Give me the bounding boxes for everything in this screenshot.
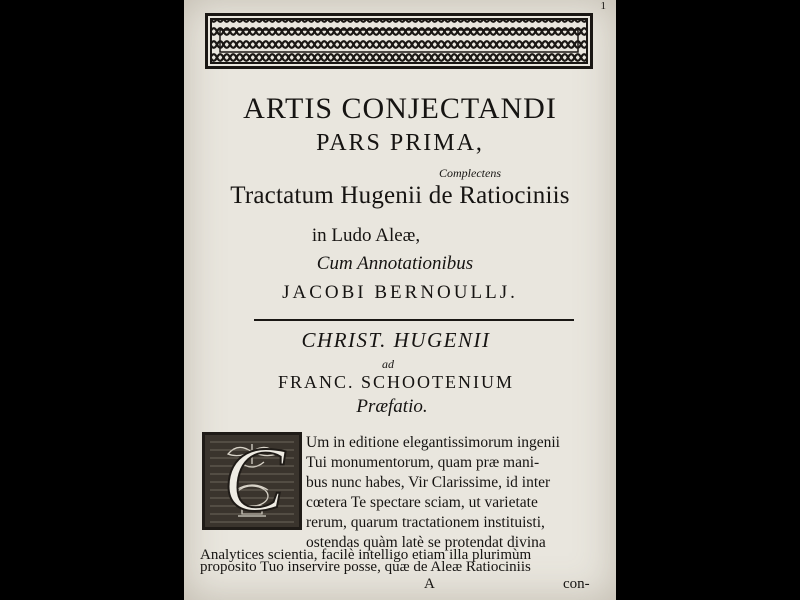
author-name: JACOBI BERNOULLJ.	[282, 282, 518, 303]
preface-author: CHRIST. HUGENII	[301, 328, 491, 352]
subtitle-cum-annotationibus: Cum Annotationibus	[316, 253, 474, 274]
subtitle-in-ludo: in Ludo Aleæ,	[311, 225, 421, 246]
body-line-1: Um in editione elegantissimorum ingenii	[306, 434, 560, 451]
body-line-3: bus nunc habes, Vir Clarissime, id inter	[306, 474, 551, 491]
title-line-2: PARS PRIMA,	[316, 130, 484, 156]
preface-ad: ad	[382, 357, 394, 371]
body-line-4: cœtera Te spectare sciam, ut varietate	[306, 494, 538, 511]
body-line-6: ostendas quàm latè se protendat divina	[306, 534, 546, 551]
drop-cap-illustration	[202, 432, 302, 530]
book-page	[184, 0, 616, 600]
preface-heading: Præfatio.	[356, 396, 428, 417]
subtitle-complectens: Complectens	[439, 166, 501, 180]
title-line-1: ARTIS CONJECTANDI	[243, 92, 557, 125]
preface-recipient: FRANC. SCHOOTENIUM	[277, 372, 515, 392]
drop-cap-letter: C	[223, 432, 285, 530]
decorative-header-band	[204, 12, 594, 70]
body-line-5: rerum, quarum tractationem instituisti,	[306, 514, 545, 531]
subtitle-tractatum: Tractatum Hugenii de Ratiociniis	[230, 182, 570, 209]
horizontal-divider	[254, 319, 574, 321]
signature-mark: A	[424, 576, 435, 592]
catchword: con-	[563, 576, 590, 592]
body-line-7: Analytices scientia, facilè intelligo etiam illa plurimùm	[200, 547, 532, 563]
page-number: 1	[600, 0, 606, 12]
body-line-2: Tui monumentorum, quam præ mani-	[306, 454, 540, 471]
body-line-8: proposito Tuo inservire posse, quæ de Aleæ Ratiociniis	[200, 559, 531, 575]
